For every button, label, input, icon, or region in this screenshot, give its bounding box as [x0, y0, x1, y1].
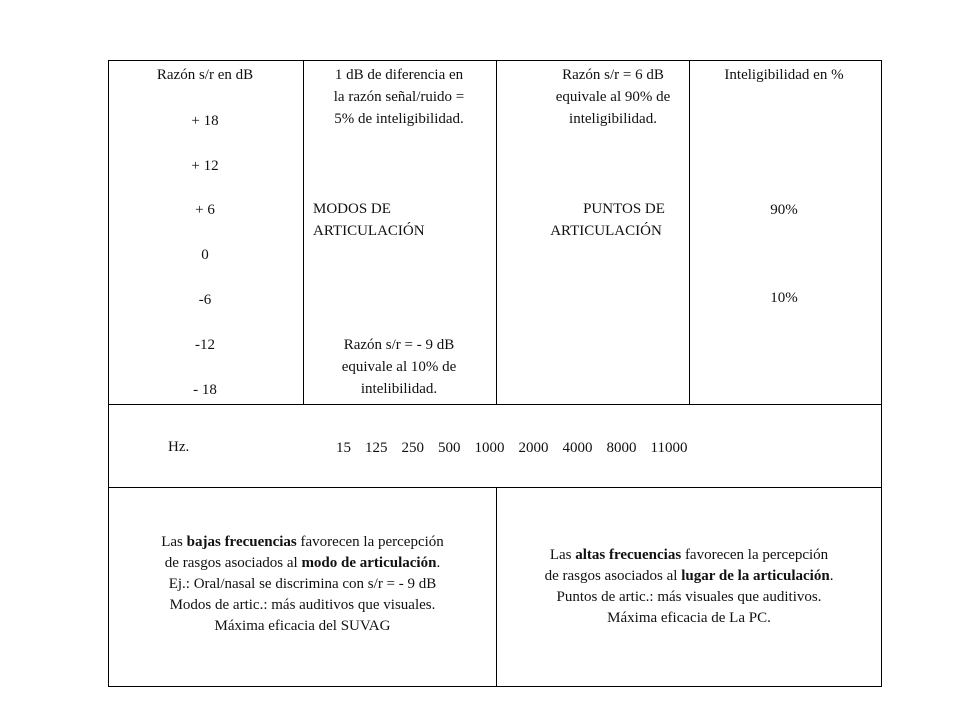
intelligibility-10: 10% — [770, 290, 798, 306]
divider-col1 — [303, 60, 304, 404]
modos-label-line: ARTICULACIÓN — [313, 223, 425, 239]
frequency-value: 1000 — [474, 440, 505, 456]
snr-value: + 18 — [191, 113, 219, 129]
frequency-value: 11000 — [650, 440, 688, 456]
divider-col3 — [689, 60, 690, 404]
frequency-value: 8000 — [606, 440, 637, 456]
col3-header-line: inteligibilidad. — [569, 111, 657, 127]
snr-value: -6 — [198, 292, 212, 308]
high-frequencies-emphasis: altas frecuencias — [575, 547, 682, 563]
col4-header: Inteligibilidad en % — [724, 67, 844, 83]
frequency-value: 4000 — [562, 440, 593, 456]
col2-bottom-line: intelibilidad. — [360, 381, 438, 397]
divider-col2 — [496, 60, 497, 404]
note-line: Máxima eficacia de La PC. — [607, 610, 771, 626]
puntos-label-line: ARTICULACIÓN — [550, 223, 662, 239]
frequency-list — [336, 440, 701, 457]
hz-label: Hz. — [168, 439, 190, 455]
note-line: Ej.: Oral/nasal se discrimina con s/r = - 9 dB — [168, 576, 437, 592]
col2-header-line: la razón señal/ruido = — [333, 89, 465, 105]
intelligibility-90: 90% — [770, 202, 798, 218]
snr-value: 0 — [201, 247, 209, 263]
frequency-value: 500 — [438, 440, 461, 456]
place-emphasis: lugar de la articulación — [681, 568, 830, 584]
divider-row2 — [108, 487, 882, 488]
low-frequencies-emphasis: bajas frecuencias — [186, 534, 297, 550]
col2-bottom-line: Razón s/r = - 9 dB — [343, 337, 455, 353]
col2-bottom-line: equivale al 10% de — [341, 359, 457, 375]
low-frequencies-note: Las bajas frecuencias favorecen la percepción de rasgos asociados al modo de articulación. Ej.: Oral/nasal se discrimina con s/r = - 9 dB Modos de artic.: más auditivos que visuales. Máxima eficacia del SUVAG — [109, 532, 496, 637]
snr-value: -12 — [195, 337, 215, 353]
frequency-value: 125 — [365, 440, 388, 456]
puntos-label-line: PUNTOS DE — [583, 201, 665, 217]
col3-header-line: Razón s/r = 6 dB — [562, 67, 664, 83]
divider-row1 — [108, 404, 882, 405]
frequency-value: 2000 — [518, 440, 549, 456]
col2-header-line: 5% de inteligibilidad. — [334, 111, 464, 127]
col1-header: Razón s/r en dB — [156, 67, 254, 83]
col3-header-line: equivale al 90% de — [555, 89, 671, 105]
modos-label-line: MODOS DE — [313, 201, 391, 217]
snr-value: - 18 — [193, 382, 217, 398]
note-line: Máxima eficacia del SUVAG — [214, 618, 391, 634]
frequency-value: 250 — [401, 440, 424, 456]
frequency-value: 15 — [336, 440, 351, 456]
snr-value: + 12 — [191, 158, 219, 174]
note-line: Modos de artic.: más auditivos que visuales. — [169, 597, 436, 613]
snr-value: + 6 — [195, 202, 215, 218]
col2-header-line: 1 dB de diferencia en — [334, 67, 464, 83]
note-line: Puntos de artic.: más visuales que auditivos. — [556, 589, 822, 605]
manner-emphasis: modo de articulación — [301, 555, 437, 571]
high-frequencies-note: Las altas frecuencias favorecen la percepción de rasgos asociados al lugar de la articulación. Puntos de artic.: más visuales que auditivos. Máxima eficacia de La PC. — [497, 545, 881, 629]
